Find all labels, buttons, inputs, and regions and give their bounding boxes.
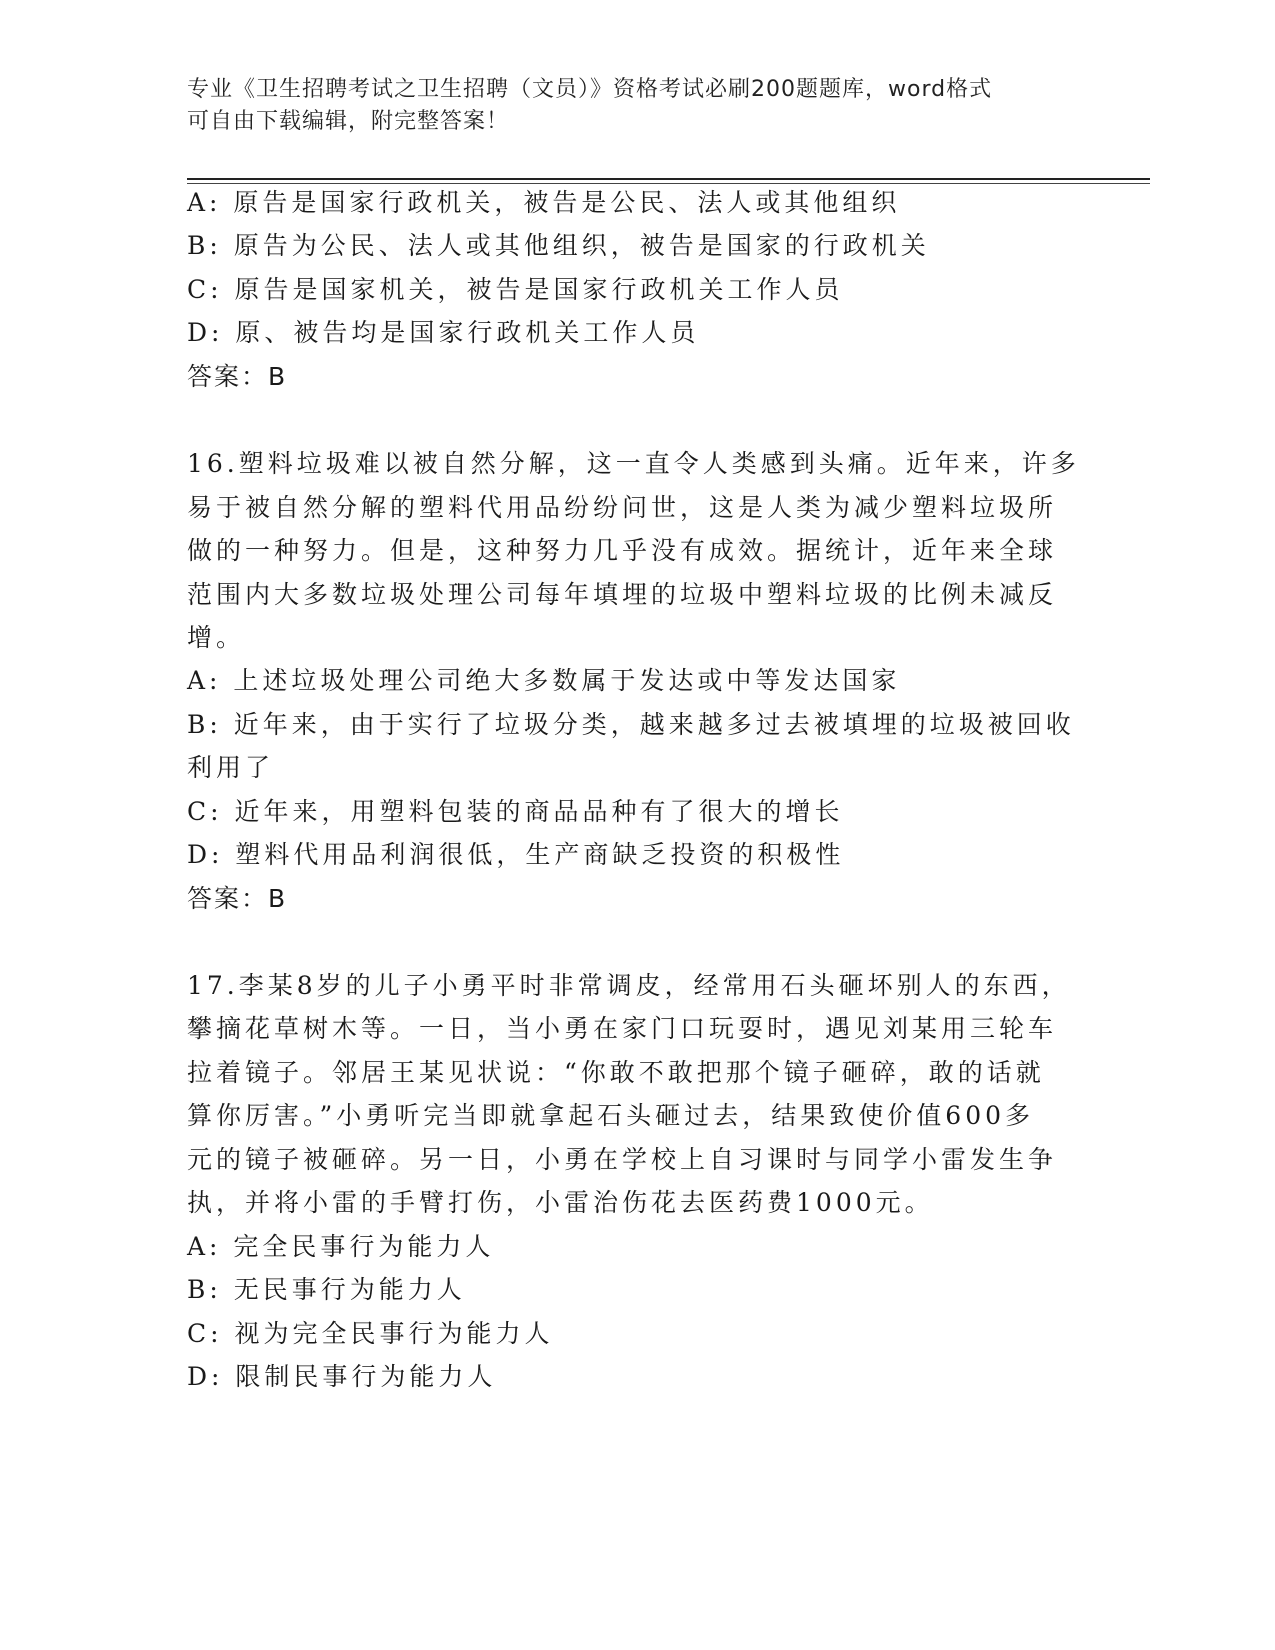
q16-option-d: D: 塑料代用品利润很低，生产商缺乏投资的积极性 <box>187 840 845 869</box>
header-line-1: 专业《卫生招聘考试之卫生招聘（文员）》资格考试必刷200题题库，word格式 <box>187 77 993 102</box>
q15-option-d: D: 原、被告均是国家行政机关工作人员 <box>187 318 700 347</box>
q17-option-c: C: 视为完全民事行为能力人 <box>187 1319 554 1348</box>
q16-option-a: A: 上述垃圾处理公司绝大多数属于发达或中等发达国家 <box>187 666 901 695</box>
q17-option-a: A: 完全民事行为能力人 <box>187 1232 495 1261</box>
q16-stem-line-4: 范围内大多数垃圾处理公司每年填埋的垃圾中塑料垃圾的比例未减反 <box>187 580 1058 609</box>
q16-stem-line-1: 16.塑料垃圾难以被自然分解，这一直令人类感到头痛。近年来，许多 <box>187 449 1080 478</box>
q17-stem-line-5: 元的镜子被砸碎。另一日，小勇在学校上自习课时与同学小雷发生争 <box>187 1145 1058 1174</box>
q15-option-c: C: 原告是国家机关，被告是国家行政机关工作人员 <box>187 275 844 304</box>
q16-option-c: C: 近年来，用塑料包装的商品品种有了很大的增长 <box>187 797 844 826</box>
q17-stem-line-3: 拉着镜子。邻居王某见状说：“你敢不敢把那个镜子砸碎，敢的话就 <box>187 1058 1045 1087</box>
q16-stem-line-2: 易于被自然分解的塑料代用品纷纷问世，这是人类为减少塑料垃圾所 <box>187 493 1058 522</box>
q17-option-d: D: 限制民事行为能力人 <box>187 1362 497 1391</box>
header-rule-thick <box>187 178 1150 180</box>
q15-answer: 答案：B <box>187 362 288 391</box>
header-rule-thin <box>187 183 1150 184</box>
q16-answer: 答案：B <box>187 884 288 913</box>
header-line-2: 可自由下载编辑，附完整答案！ <box>187 109 510 134</box>
q16-stem-line-3: 做的一种努力。但是，这种努力几乎没有成效。据统计，近年来全球 <box>187 536 1058 565</box>
q17-stem-line-2: 攀摘花草树木等。一日，当小勇在家门口玩耍时，遇见刘某用三轮车 <box>187 1014 1058 1043</box>
q15-option-a: A: 原告是国家行政机关，被告是公民、法人或其他组织 <box>187 188 901 217</box>
q17-stem-line-1: 17.李某8岁的儿子小勇平时非常调皮，经常用石头砸坏别人的东西， <box>187 971 1071 1000</box>
q17-stem-line-4: 算你厉害。”小勇听完当即就拿起石头砸过去，结果致使价值600多 <box>187 1101 1035 1130</box>
q17-option-b: B: 无民事行为能力人 <box>187 1275 466 1304</box>
q16-option-b-cont: 利用了 <box>187 753 275 782</box>
q16-option-b: B: 近年来，由于实行了垃圾分类，越来越多过去被填埋的垃圾被回收 <box>187 710 1075 739</box>
document-header <box>187 74 1067 138</box>
q16-stem-line-5: 增。 <box>187 623 246 652</box>
q17-stem-line-6: 执，并将小雷的手臂打伤，小雷治伤花去医药费1000元。 <box>187 1188 934 1217</box>
q15-option-b: B: 原告为公民、法人或其他组织，被告是国家的行政机关 <box>187 231 930 260</box>
